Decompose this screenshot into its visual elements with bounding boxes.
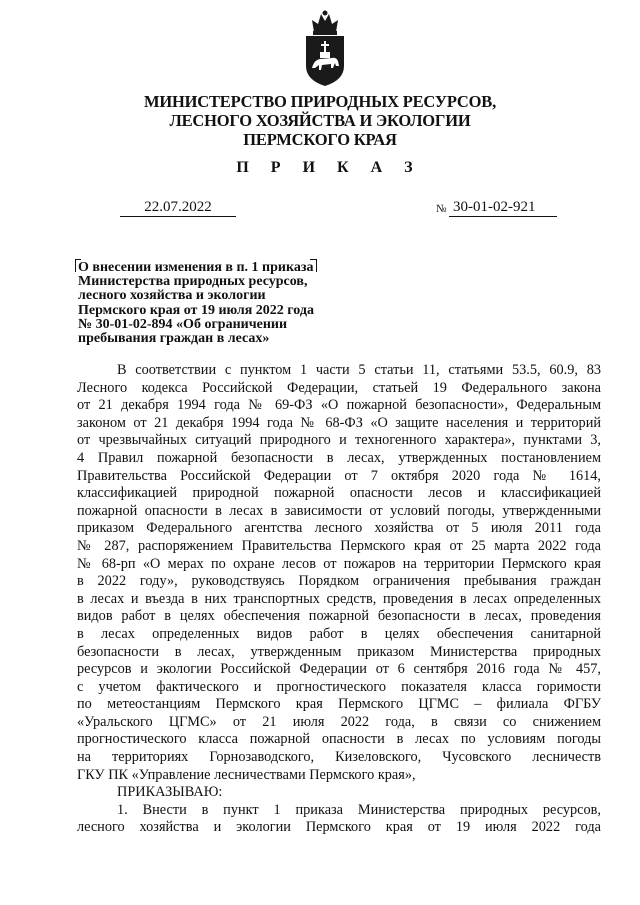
- body-line: классификацией природной пожарной опасности лесов и классификацией: [77, 485, 601, 502]
- item-1-line: 1. Внести в пункт 1 приказа Министерства природных ресурсов,: [117, 801, 601, 818]
- order-number: 30-01-02-921: [449, 199, 557, 217]
- command-word: ПРИКАЗЫВАЮ:: [117, 784, 223, 801]
- order-subject: [78, 261, 348, 346]
- body-line: на территориях Горнозаводского, Кизеловского, Чусовского лесничеств: [77, 749, 601, 766]
- body-line: № 287, распоряжением Правительства Пермского края от 25 марта 2022 года: [77, 537, 601, 554]
- body-line: Лесного кодекса Российской Федерации, статьей 19 Федерального закона: [77, 379, 601, 396]
- body-line: безопасности в лесах, утвержденным приказом Министерства природных: [77, 643, 601, 660]
- body-line: законом от 21 декабря 1994 года № 68-ФЗ «О защите населения и территорий: [77, 414, 601, 431]
- subject-line: Министерства природных ресурсов,: [78, 274, 308, 290]
- order-body: [77, 362, 601, 837]
- body-line: «Уральского ЦГМС» от 21 июля 2022 года, в связи со снижением: [77, 713, 601, 730]
- body-line: ГКУ ПК «Управление лесничествами Пермского края»,: [77, 766, 416, 783]
- ministry-line-3: ПЕРМСКОГО КРАЯ: [243, 130, 397, 149]
- body-line: ресурсов и экологии Российской Федерации от 6 сентября 2016 года № 457,: [77, 661, 601, 678]
- body-line: в лесах и въезда в них транспортных средств, проведения в лесах определенных: [77, 590, 601, 607]
- item-1-line: лесного хозяйства и экологии Пермского края от 19 июля 2022 года: [77, 819, 601, 836]
- body-line: от чрезвычайных ситуаций природного и техногенного характера», пунктами 3,: [77, 432, 601, 449]
- body-line: В соответствии с пунктом 1 части 5 статьи 11, статьями 53.5, 60.9, 83: [117, 362, 601, 378]
- body-line: приказом Федерального агентства лесного хозяйства от 5 июля 2011 года: [77, 520, 601, 537]
- body-line: № 68-рп «О мерах по охране лесов от пожаров на территории Пермского края: [77, 555, 601, 572]
- body-line: видов работ в целях обеспечения пожарной безопасности в лесах, проведения: [77, 608, 601, 625]
- body-line: по метеостанциям Пермского края Пермского ЦГМС – филиала ФГБУ: [77, 696, 601, 713]
- number-label: №: [436, 203, 447, 215]
- body-line: Правительства Российской Федерации от 7 октября 2020 года № 1614,: [77, 467, 601, 484]
- body-line: пожарной опасности в лесах в зависимости от условий погоды, утвержденными: [77, 502, 601, 519]
- subject-line: пребывания граждан в лесах»: [78, 331, 270, 347]
- body-line: в 2022 году», руководствуясь Порядком ограничения пребывания граждан: [77, 573, 601, 590]
- body-line: в лесах определенных видов работ в целях обеспечения санитарной: [77, 625, 601, 642]
- document-type-title: П Р И К А З: [236, 159, 422, 176]
- ministry-line-2: ЛЕСНОГО ХОЗЯЙСТВА И ЭКОЛОГИИ: [169, 111, 471, 130]
- subject-line: лесного хозяйства и экологии: [78, 288, 266, 304]
- order-date: 22.07.2022: [120, 199, 236, 217]
- ministry-name: [0, 92, 640, 149]
- subject-line: № 30-01-02-894 «Об ограничении: [78, 316, 288, 332]
- body-line: с учетом фактического и прогностического показателя класса горимости: [77, 678, 601, 695]
- subject-line: О внесении изменения в п. 1 приказа: [78, 260, 314, 275]
- ministry-line-1: МИНИСТЕРСТВО ПРИРОДНЫХ РЕСУРСОВ,: [144, 92, 496, 111]
- body-line: 4 Правил пожарной безопасности в лесах, утвержденных постановлением: [77, 449, 601, 466]
- body-line: от 21 декабря 1994 года № 69-ФЗ «О пожарной безопасности», Федеральным: [77, 397, 601, 414]
- subject-line: Пермского края от 19 июля 2022 года: [78, 302, 314, 318]
- perm-krai-coat-of-arms-icon: [300, 8, 350, 88]
- body-line: прогностического класса пожарной опасности в лесах по условиям погоды: [77, 731, 601, 748]
